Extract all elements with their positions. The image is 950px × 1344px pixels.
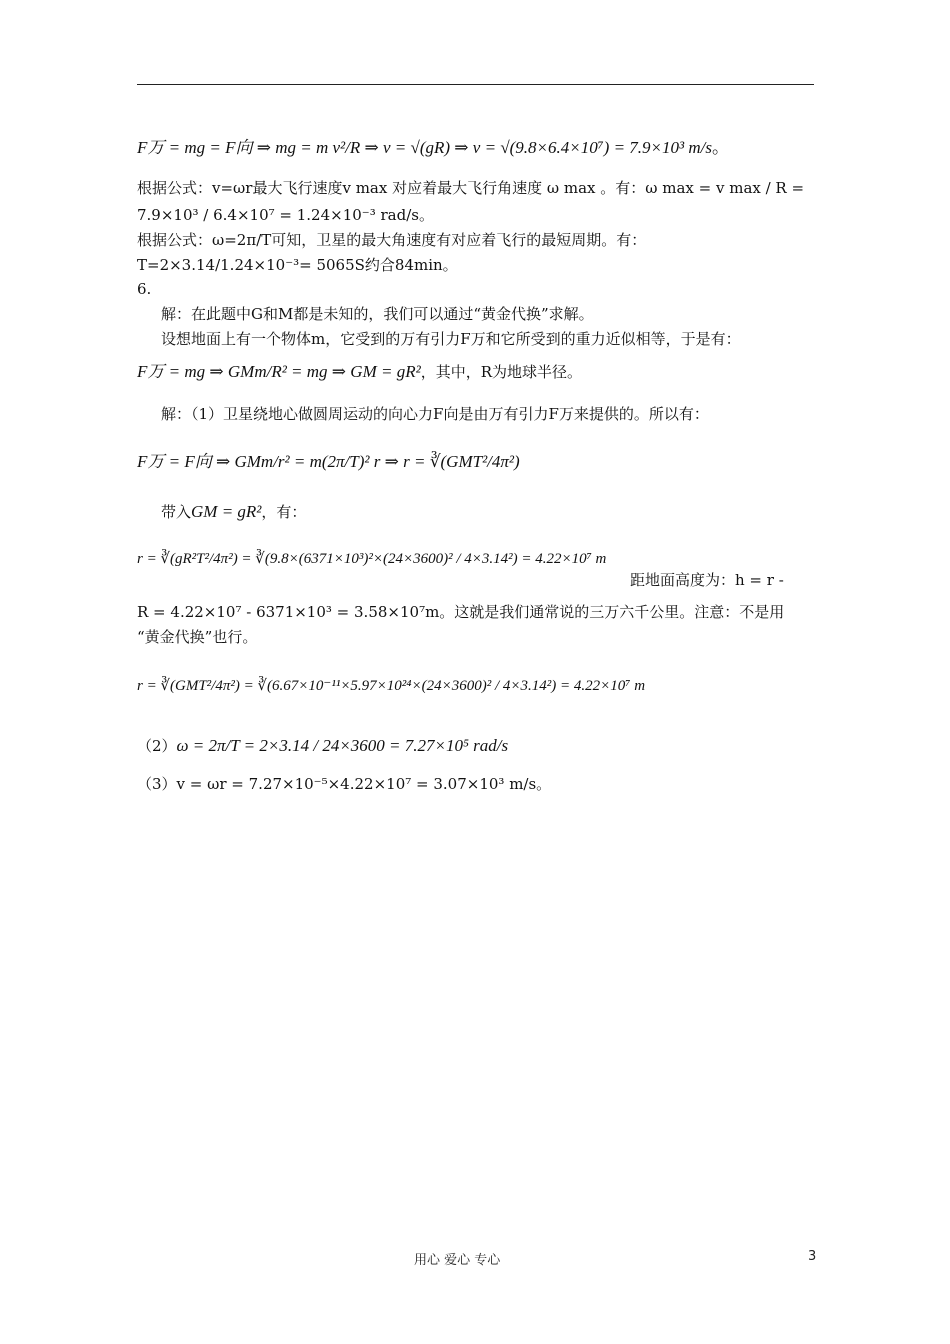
angular-velocity-formula: ω = 2π/T = 2×3.14 / 24×3600 = 7.27×10⁵ rad/s <box>176 736 509 755</box>
page-number: 3 <box>808 1249 817 1264</box>
punct: 。 <box>711 138 729 157</box>
header-rule <box>137 84 814 85</box>
formula-text: r = ∛(gR²T²/4π²) = ∛(9.8×(6371×10³)²×(24×3600)² / 4×3.14²) = 4.22×10⁷ m <box>137 551 607 567</box>
text-line-10: 解：（1）卫星绕地心做圆周运动的向心力F向是由万有引力F万来提供的。所以有： <box>161 405 709 423</box>
substitution-post: ，有： <box>261 503 307 521</box>
formula-orbit-speed <box>137 136 815 160</box>
text-line-3: 7.9×10³ / 6.4×10⁷ = 1.24×10⁻³ rad/s。 <box>137 206 434 224</box>
angular-velocity-line <box>137 734 815 758</box>
text-line-4: 根据公式：ω=2π/T可知，卫星的最大角速度有对应着飞行的最短周期。有： <box>137 231 647 249</box>
problem-number: 6. <box>137 280 152 298</box>
footer-motto: 用心 爱心 专心 <box>414 1253 501 1268</box>
text-line-15: “黄金代换”也行。 <box>137 628 258 646</box>
substitution-pre: 带入 <box>161 503 192 521</box>
formula-note: ，其中，R为地球半径。 <box>420 363 582 381</box>
formula-radius-alternate: r = ∛(GMT²/4π²) = ∛(6.67×10⁻¹¹×5.97×10²⁴×(24×3600)² / 4×3.14²) = 4.22×10⁷ m <box>137 678 646 694</box>
part-label: （2） <box>137 737 177 755</box>
formula-golden-substitution <box>137 360 815 384</box>
text-line-7: 解：在此题中G和M都是未知的，我们可以通过“黄金代换”求解。 <box>161 305 594 323</box>
text-line-14: R = 4.22×10⁷ - 6371×10³ = 3.58×10⁷m。这就是我们通常说的三万六千公里。注意：不是用 <box>137 603 785 621</box>
height-text: 距地面高度为：h = r - <box>630 571 784 589</box>
text-line-8: 设想地面上有一个物体m，它受到的万有引力F万和它所受到的重力近似相等，于是有： <box>161 330 741 348</box>
text-line-5: T=2×3.14/1.24×10⁻³= 5065S约合84min。 <box>137 256 458 274</box>
linear-velocity-line: （3）v = ωr = 7.27×10⁻⁵×4.22×10⁷ = 3.07×10³ m/s。 <box>137 775 552 793</box>
formula-text: F万 = mg = F向 ⇒ mg = m v²/R ⇒ v = √(gR) ⇒ v = √(9.8×6.4×10⁷) = 7.9×10³ m/s <box>137 138 712 157</box>
formula-radius-general: F万 = F向 ⇒ GMm/r² = m(2π/T)² r ⇒ r = ∛(GMT²/4π²) <box>137 452 520 471</box>
substitution-line <box>137 500 839 524</box>
text-line-2: 根据公式：v=ωr最大飞行速度v max 对应着最大飞行角速度 ω max 。有：ω max = v max / R = <box>137 179 805 197</box>
formula-text: F万 = mg ⇒ GMm/R² = mg ⇒ GM = gR² <box>137 362 421 381</box>
substitution-formula: GM = gR² <box>191 502 262 521</box>
